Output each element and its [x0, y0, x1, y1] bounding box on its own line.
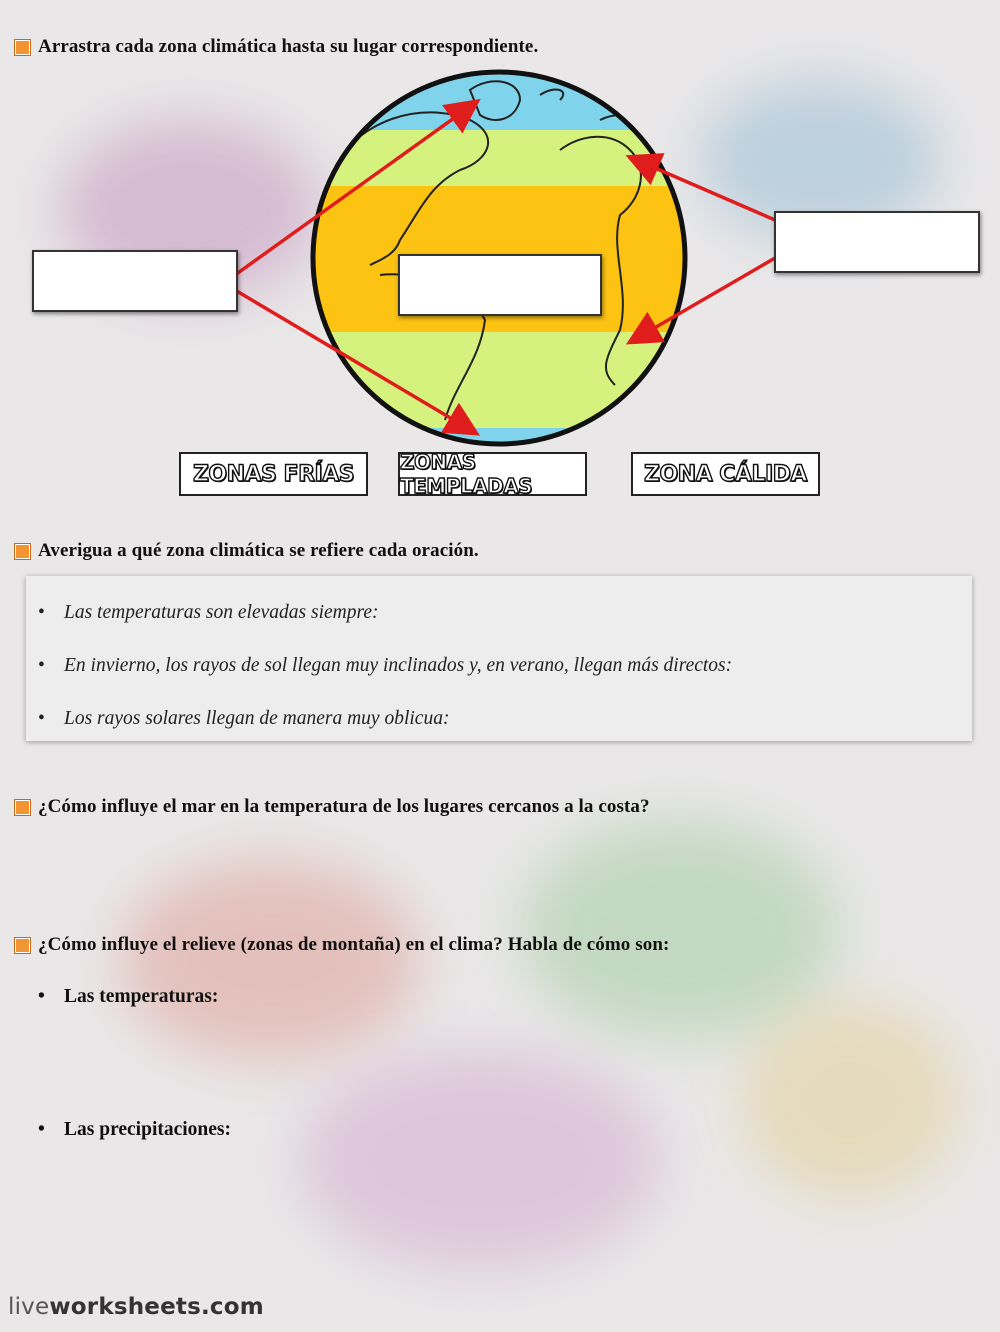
- relief-item-precipitation: • Las precipitaciones:: [38, 1119, 232, 1140]
- question-relief-influence: [14, 934, 669, 956]
- answer-area-precipitation[interactable]: [60, 1147, 960, 1267]
- sentence-item[interactable]: • Los rayos solares llegan de manera muy oblicua:: [38, 708, 450, 729]
- answer-area-sea[interactable]: [40, 828, 960, 918]
- bullet-icon: •: [38, 708, 45, 729]
- question-text: ¿Cómo influye el relieve (zonas de montaña) en el clima? Habla de cómo son:: [38, 934, 670, 955]
- answer-area-temperatures[interactable]: [60, 1014, 960, 1104]
- sentences-panel: [26, 576, 972, 741]
- orange-square-icon: [14, 799, 31, 816]
- drop-target-hot-zone[interactable]: [398, 254, 602, 316]
- bullet-icon: •: [38, 602, 45, 623]
- liveworksheets-logo[interactable]: liveworksheets.com: [8, 1294, 264, 1320]
- question-sea-influence: [14, 796, 650, 818]
- sentence-item[interactable]: • En invierno, los rayos de sol llegan muy inclinados y, en verano, llegan más directos:: [38, 655, 733, 676]
- tile-zonas-frias[interactable]: ZONAS FRÍAS: [179, 452, 368, 496]
- instruction-identify-zone: [14, 540, 479, 562]
- drop-target-temperate-zones[interactable]: [774, 211, 980, 273]
- relief-item-temperatures: • Las temperaturas:: [38, 986, 219, 1007]
- orange-square-icon: [14, 937, 31, 954]
- sentence-item[interactable]: • Las temperaturas son elevadas siempre:: [38, 602, 379, 623]
- question-text: ¿Cómo influye el mar en la temperatura de los lugares cercanos a la costa?: [38, 796, 650, 817]
- instruction-text: Averigua a qué zona climática se refiere cada oración.: [38, 540, 479, 561]
- tile-zona-calida[interactable]: ZONA CÁLIDA: [631, 452, 820, 496]
- bullet-icon: •: [38, 1119, 45, 1140]
- drop-target-cold-zones[interactable]: [32, 250, 238, 312]
- instruction-drag-zones: [14, 36, 538, 58]
- orange-square-icon: [14, 39, 31, 56]
- bullet-icon: •: [38, 986, 45, 1007]
- bullet-icon: •: [38, 655, 45, 676]
- orange-square-icon: [14, 543, 31, 560]
- tile-zonas-templadas[interactable]: ZONAS TEMPLADAS: [398, 452, 587, 496]
- instruction-text: Arrastra cada zona climática hasta su lugar correspondiente.: [38, 36, 539, 57]
